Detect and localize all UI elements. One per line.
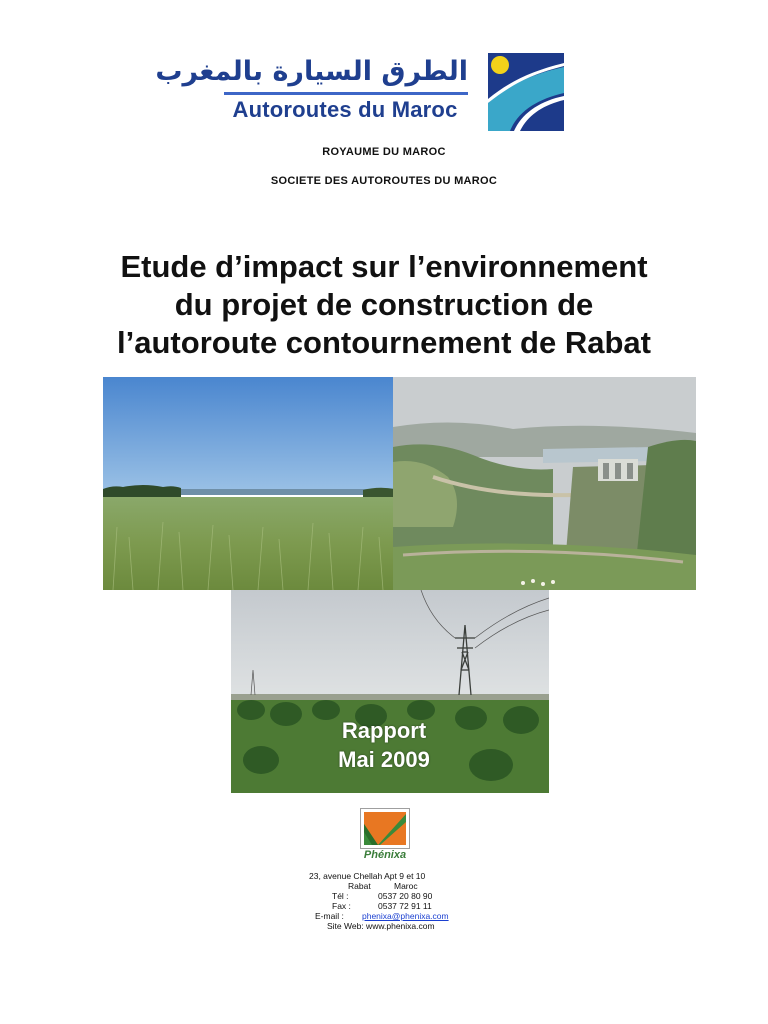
contact-email-link[interactable]: phenixa@phenixa.com [362, 911, 449, 921]
contact-country: Maroc [394, 881, 418, 891]
logo-arabic-text: الطرق السيارة بالمغرب [155, 56, 468, 87]
contact-address: 23, avenue Chellah Apt 9 et 10 [309, 871, 426, 881]
phenixa-name: Phénixa [363, 849, 407, 861]
contact-email-label: E-mail : [315, 911, 344, 921]
field-photo [103, 377, 395, 590]
title-line-1: Etude d’impact sur l’environnement [120, 249, 648, 284]
contact-fax-label: Fax : [332, 901, 351, 911]
document-title [40, 248, 728, 362]
report-label [231, 716, 537, 774]
company-label: SOCIETE DES AUTOROUTES DU MAROC [270, 175, 498, 187]
contact-website: Site Web: www.phenixa.com [327, 921, 435, 931]
contact-city: Rabat [348, 881, 371, 891]
kingdom-label: ROYAUME DU MAROC [322, 146, 446, 158]
contact-fax: 0537 72 91 11 [378, 901, 432, 911]
title-line-2: du projet de construction de [174, 287, 594, 322]
title-line-3: l’autoroute contournement de Rabat [117, 325, 651, 360]
autoroutes-road-logo-icon [488, 53, 564, 131]
contact-tel: 0537 20 80 90 [378, 891, 433, 901]
dam-photo [393, 377, 696, 590]
logo-latin-text: Autoroutes du Maroc [232, 97, 458, 122]
contact-tel-label: Tél : [332, 891, 349, 901]
report-date: Mai 2009 [338, 747, 430, 772]
report-title: Rapport [341, 718, 427, 743]
